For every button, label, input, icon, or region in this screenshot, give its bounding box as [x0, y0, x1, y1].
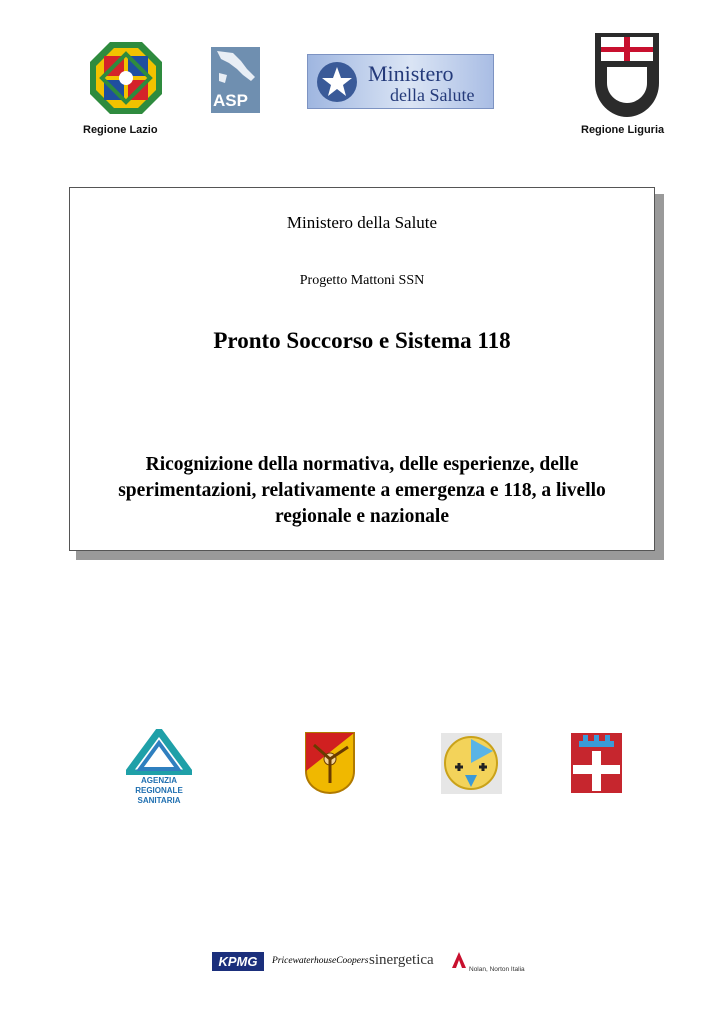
ministero-salute-logo [307, 54, 494, 109]
piemonte-cross-icon [573, 735, 620, 791]
ministero-line2: della Salute [390, 85, 475, 105]
trinacria-shield-icon [304, 731, 356, 795]
asp-label: ASP [213, 91, 248, 110]
title-box [69, 187, 655, 551]
regione-piemonte-logo [571, 733, 622, 793]
calabria-emblem-icon [441, 733, 502, 794]
document-title: Pronto Soccorso e Sistema 118 [213, 328, 511, 353]
ministero-line1: Ministero [368, 61, 454, 86]
sinergetica-logo: sinergetica [369, 952, 434, 968]
liguria-shield-icon [591, 31, 663, 119]
regione-lazio-caption: Regione Lazio [83, 124, 158, 136]
nolan-norton-text: Nolan, Norton Italia [469, 966, 525, 973]
ars-logo [126, 729, 192, 809]
regione-sicilia-logo [304, 731, 356, 795]
nolan-norton-mark-icon [450, 950, 468, 970]
nolan-norton-logo [450, 950, 530, 976]
kpmg-text: KPMG [218, 954, 258, 969]
regione-liguria-logo [591, 31, 663, 119]
ministry-name: Ministero della Salute [286, 213, 438, 232]
ars-line3: SANITARIA [137, 796, 181, 805]
ars-line2: REGIONALE [135, 786, 183, 795]
pwc-logo: PricewaterhouseCoopers [272, 956, 369, 966]
regione-lazio-logo [88, 40, 164, 116]
italy-map-icon [211, 47, 260, 91]
project-name: Progetto Mattoni SSN [299, 273, 425, 288]
regione-liguria-caption: Regione Liguria [581, 124, 665, 136]
lazio-emblem-icon [88, 40, 164, 116]
kpmg-logo [212, 952, 264, 971]
document-subtitle: Ricognizione della normativa, delle esperienze, delle sperimentazioni, relativamente a emergenza e 118, a livello regionale e nazionale [118, 454, 606, 527]
asp-logo [211, 47, 260, 113]
ars-line1: AGENZIA [141, 776, 177, 785]
ars-triangle-icon [126, 729, 192, 775]
republic-emblem-icon [312, 57, 362, 107]
regione-calabria-logo [441, 733, 502, 794]
